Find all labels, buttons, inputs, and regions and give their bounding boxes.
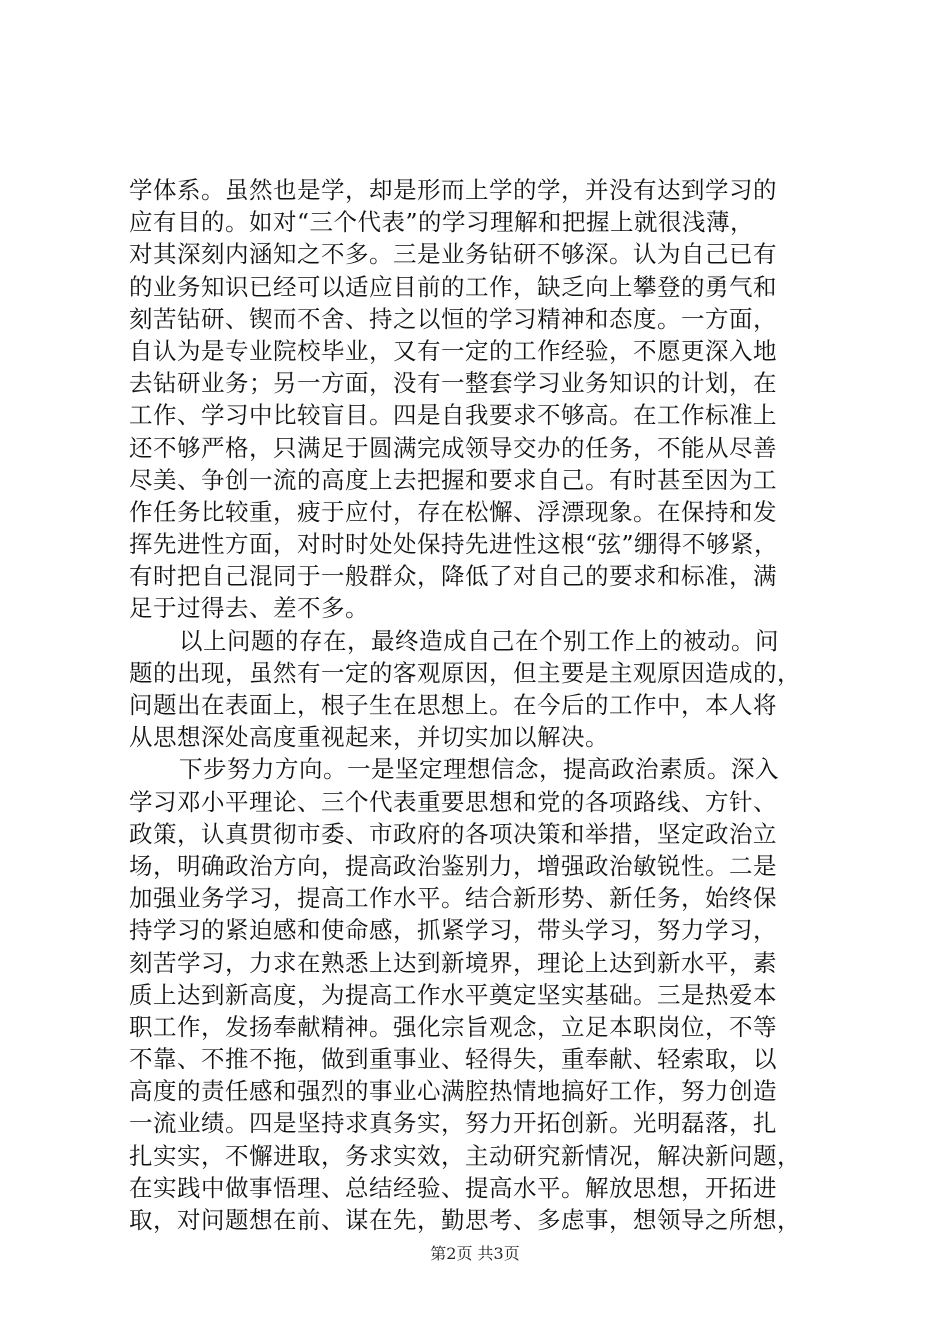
text-line: 工作、学习中比较盲目。四是自我要求不够高。在工作标准上 bbox=[129, 401, 777, 430]
text-line: 有时把自己混同于一般群众，降低了对自己的要求和标准，满 bbox=[129, 562, 777, 591]
text-line: 从思想深处高度重视起来，并切实加以解决。 bbox=[129, 723, 609, 752]
text-line: 挥先进性方面，对时时处处保持先进性这根“弦”绷得不够紧， bbox=[129, 530, 779, 559]
text-line: 在实践中做事悟理、总结经验、提高水平。解放思想，开拓进 bbox=[129, 1173, 777, 1202]
text-line: 加强业务学习，提高工作水平。结合新形势、新任务，始终保 bbox=[129, 884, 777, 913]
text-line: 学习邓小平理论、三个代表重要思想和党的各项路线、方针、 bbox=[129, 787, 777, 816]
paragraph-first-line: 以上问题的存在，最终造成自己在个别工作上的被动。问 bbox=[179, 626, 779, 655]
text-line: 一流业绩。四是坚持求真务实，努力开拓创新。光明磊落，扎 bbox=[129, 1109, 777, 1138]
text-line: 应有目的。如对“三个代表”的学习理解和把握上就很浅薄， bbox=[129, 208, 755, 237]
text-line: 刻苦钻研、锲而不舍、持之以恒的学习精神和态度。一方面， bbox=[129, 304, 777, 333]
text-line: 对其深刻内涵知之不多。三是业务钻研不够深。认为自己已有 bbox=[129, 240, 777, 269]
text-line: 自认为是专业院校毕业，又有一定的工作经验，不愿更深入地 bbox=[129, 336, 777, 365]
text-line: 足于过得去、差不多。 bbox=[129, 594, 369, 623]
text-line: 尽美、争创一流的高度上去把握和要求自己。有时甚至因为工 bbox=[129, 465, 777, 494]
text-line: 的业务知识已经可以适应目前的工作，缺乏向上攀登的勇气和 bbox=[129, 272, 777, 301]
text-line: 取，对问题想在前、谋在先，勤思考、多虑事，想领导之所想， bbox=[129, 1206, 801, 1234]
text-line: 扎实实，不懈进取，务求实效，主动研究新情况，解决新问题， bbox=[129, 1141, 801, 1170]
text-line: 题的出现，虽然有一定的客观原因，但主要是主观原因造成的， bbox=[129, 658, 801, 687]
text-line: 政策，认真贯彻市委、市政府的各项决策和举措，坚定政治立 bbox=[129, 819, 777, 848]
text-line: 场，明确政治方向，提高政治鉴别力，增强政治敏锐性。二是 bbox=[129, 851, 777, 880]
text-line: 问题出在表面上，根子生在思想上。在今后的工作中，本人将 bbox=[129, 691, 777, 719]
text-line: 去钻研业务；另一方面，没有一整套学习业务知识的计划，在 bbox=[129, 369, 777, 398]
text-line: 高度的责任感和强烈的事业心满腔热情地搞好工作，努力创造 bbox=[129, 1077, 777, 1106]
page-footer bbox=[0, 1244, 950, 1264]
text-line: 学体系。虽然也是学，却是形而上学的学，并没有达到学习的 bbox=[129, 176, 777, 204]
text-line: 持学习的紧迫感和使命感，抓紧学习，带头学习，努力学习， bbox=[129, 916, 777, 945]
text-line: 作任务比较重，疲于应付，存在松懈、浮漂现象。在保持和发 bbox=[129, 497, 777, 526]
text-line: 质上达到新高度，为提高工作水平奠定坚实基础。三是热爱本 bbox=[129, 980, 777, 1009]
text-line: 不靠、不推不拖，做到重事业、轻得失，重奉献、轻索取，以 bbox=[129, 1045, 777, 1074]
text-line: 还不够严格，只满足于圆满完成领导交办的任务，不能从尽善 bbox=[129, 433, 777, 462]
text-line: 职工作，发扬奉献精神。强化宗旨观念，立足本职岗位，不等 bbox=[129, 1012, 777, 1041]
text-line: 刻苦学习，力求在熟悉上达到新境界，理论上达到新水平，素 bbox=[129, 948, 777, 977]
page-number-label: 第2页 共3页 bbox=[430, 1244, 520, 1263]
document-body bbox=[129, 174, 825, 1236]
paragraph-first-line: 下步努力方向。一是坚定理想信念，提高政治素质。深入 bbox=[179, 755, 779, 784]
